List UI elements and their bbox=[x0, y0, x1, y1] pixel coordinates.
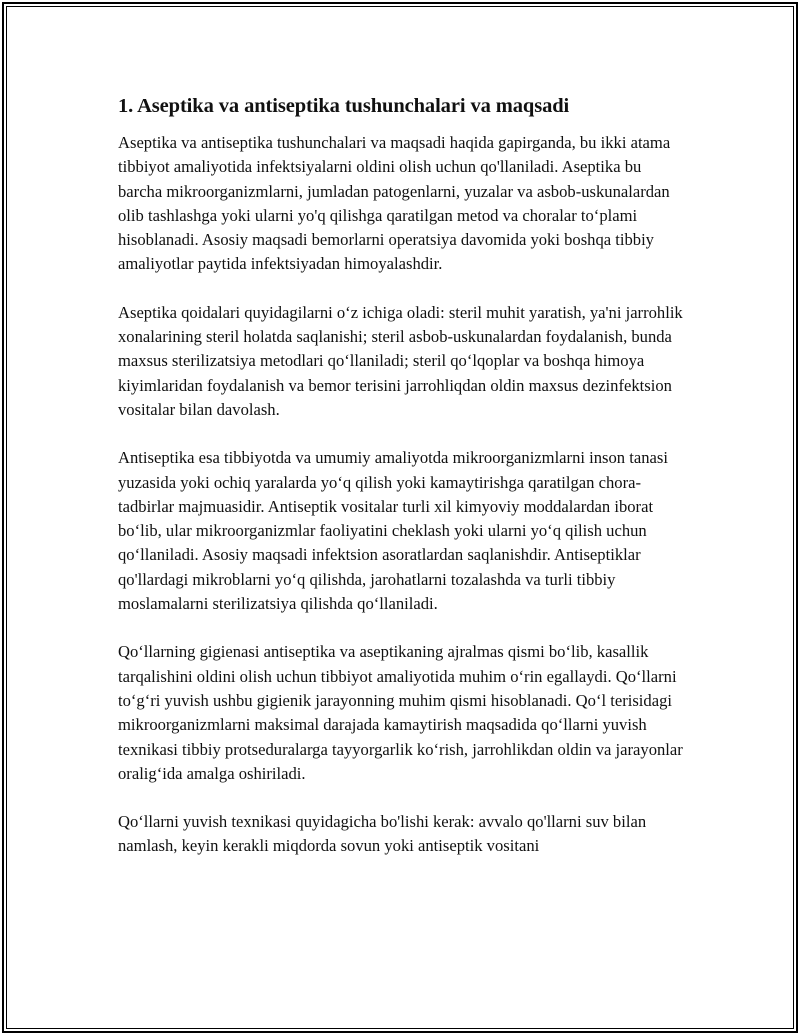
paragraph-aseptika-definition: Aseptika va antiseptika tushunchalari va maqsadi haqida gapirganda, bu ikki atama tibbiyot amaliyotida infektsiyalarni oldini olish uchun qo'llaniladi. Aseptika bu barcha mikroorganizmlarni, jumladan patogenlarni, yuzalar va asbob-uskunalardan olib tashlashga yoki ularni yo'q qilishga qaratilgan metod va choralar to‘plami hisoblanadi. Asosiy maqsadi bemorlarni operatsiya davomida yoki boshqa tibbiy amaliyotlar paytida infektsiyadan himoyalashdir. bbox=[118, 133, 671, 274]
paragraph-aseptika-rules: Aseptika qoidalari quyidagilarni o‘z ichiga oladi: steril muhit yaratish, ya'ni jarrohlik xonalarining steril holatda saqlanishi; steril asbob-uskunalardan foydalanish, bunda maxsus sterilizatsiya metodlari qo‘llaniladi; steril qo‘lqoplar va boshqa himoya kiyimlaridan foydalanish va bemor terisini jarrohliqdan oldin maxsus dezinfektsion vositalar bilan davolash. bbox=[118, 302, 683, 419]
document-body bbox=[118, 93, 688, 883]
paragraph-hand-hygiene: Qo‘llarning gigienasi antiseptika va aseptikaning ajralmas qismi bo‘lib, kasallik tarqalishini oldini olish uchun tibbiyot amaliyotida muhim o‘rin egallaydi. Qo‘llarni to‘g‘ri yuvish ushbu gigienik jarayonning muhim qismi hisoblanadi. Qo‘l terisidagi mikroorganizmlarni maksimal darajada kamaytirish maqsadida qo‘llarni yuvish texnikasi tibbiy protseduralarga tayyorgarlik ko‘rish, jarrohlikdan oldin va jarayonlar oralig‘ida amalga oshiriladi. bbox=[118, 642, 683, 783]
paragraph-handwashing-technique: Qo‘llarni yuvish texnikasi quyidagicha bo'lishi kerak: avvalo qo'llarni suv bilan namlash, keyin kerakli miqdorda sovun yoki antiseptik vositani bbox=[118, 812, 647, 856]
paragraph-antiseptika-definition: Antiseptika esa tibbiyotda va umumiy amaliyotda mikroorganizmlarni inson tanasi yuzasida yoki ochiq yaralarda yo‘q qilish yoki kamaytirishga qaratilgan chora-tadbirlar majmuasidir. Antiseptik vositalar turli xil kimyoviy moddalardan iborat bo‘lib, ular mikroorganizmlar faoliyatini cheklash yoki ularni yo‘q qilish uchun qo‘llaniladi. Asosiy maqsadi infektsion asoratlardan saqlanishdir. Antiseptiklar qo'llardagi mikroblarni yo‘q qilishda, jarohatlarni tozalashda va turli tibbiy moslamalarni sterilizatsiya qilishda qo‘llaniladi. bbox=[118, 448, 668, 614]
section-heading: 1. Aseptika va antiseptika tushunchalari va maqsadi bbox=[118, 95, 570, 117]
